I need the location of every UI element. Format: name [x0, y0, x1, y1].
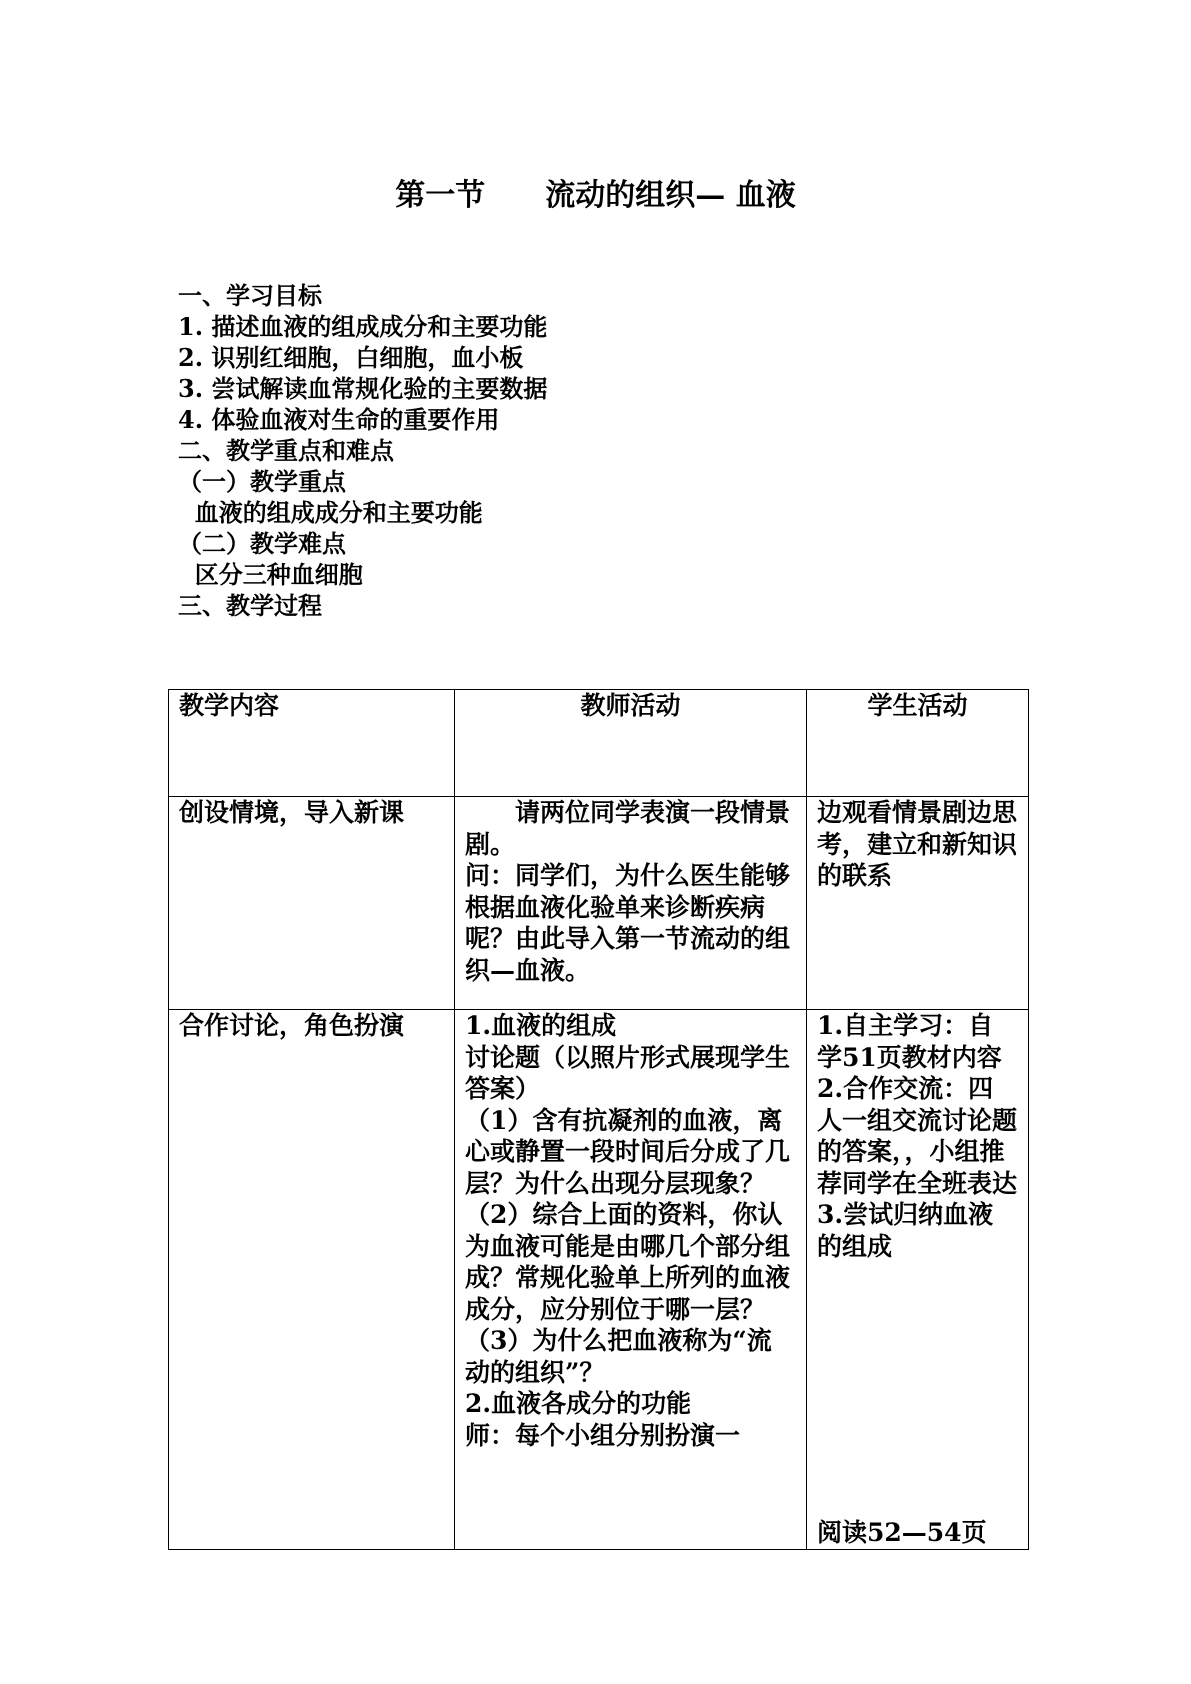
outline-item: 3. 尝试解读血常规化验的主要数据 — [178, 374, 548, 403]
teaching-process-table — [168, 689, 1029, 1550]
header-cell-teacher: 教师活动 — [455, 690, 807, 797]
header-cell-content: 教学内容 — [169, 690, 455, 797]
outline-item: 区分三种血细胞 — [178, 560, 363, 589]
table-cell-content: 合作讨论，角色扮演 — [169, 1010, 455, 1550]
table-cell-student: 边观看情景剧边思考，建立和新知识的联系 — [807, 797, 1029, 1010]
table-cell-teacher: 1.血液的组成 讨论题（以照片形式展现学生答案） （1）含有抗凝剂的血液，离心或静置一段时间后分成了几层？为什么出现分层现象？ （2）综合上面的资料，你认为血液可能是由哪几个部分组成？常规化验单上所列的血液成分，应分别位于哪一层？ （3）为什么把血液称为“流动的组织”？ 2.血液各成分的功能 师：每个小组分别扮演一 — [455, 1010, 807, 1550]
outline-heading-key-points: 二、教学重点和难点 — [178, 436, 394, 465]
outline-subheading: （一）教学重点 — [178, 467, 346, 496]
page-title: 第一节 流动的组织— 血液 — [395, 178, 796, 213]
outline-item: 4. 体验血液对生命的重要作用 — [178, 405, 500, 434]
outline-item: 2. 识别红细胞，白细胞，血小板 — [178, 343, 524, 372]
table-row — [169, 1010, 1029, 1550]
outline-heading-objectives: 一、学习目标 — [178, 281, 322, 310]
outline-item: 血液的组成成分和主要功能 — [178, 498, 483, 527]
table-cell-student: 1.自主学习：自学51页教材内容 2.合作交流：四人一组交流讨论题的答案，，小组推荐同学在全班表达 3.尝试归纳血液的组成 阅读52—54页 — [807, 1010, 1029, 1550]
outline-subheading: （二）教学难点 — [178, 529, 346, 558]
table-header-row — [169, 690, 1029, 797]
outline-heading-process: 三、教学过程 — [178, 591, 322, 620]
table-cell-content: 创设情境，导入新课 — [169, 797, 455, 1010]
lesson-outline — [178, 280, 547, 621]
table-cell-teacher: 请两位同学表演一段情景剧。 问：同学们，为什么医生能够根据血液化验单来诊断疾病呢？由此导入第一节流动的组织—血液。 — [455, 797, 807, 1010]
outline-item: 1. 描述血液的组成成分和主要功能 — [178, 312, 548, 341]
header-cell-student: 学生活动 — [807, 690, 1029, 797]
table-row — [169, 797, 1029, 1010]
